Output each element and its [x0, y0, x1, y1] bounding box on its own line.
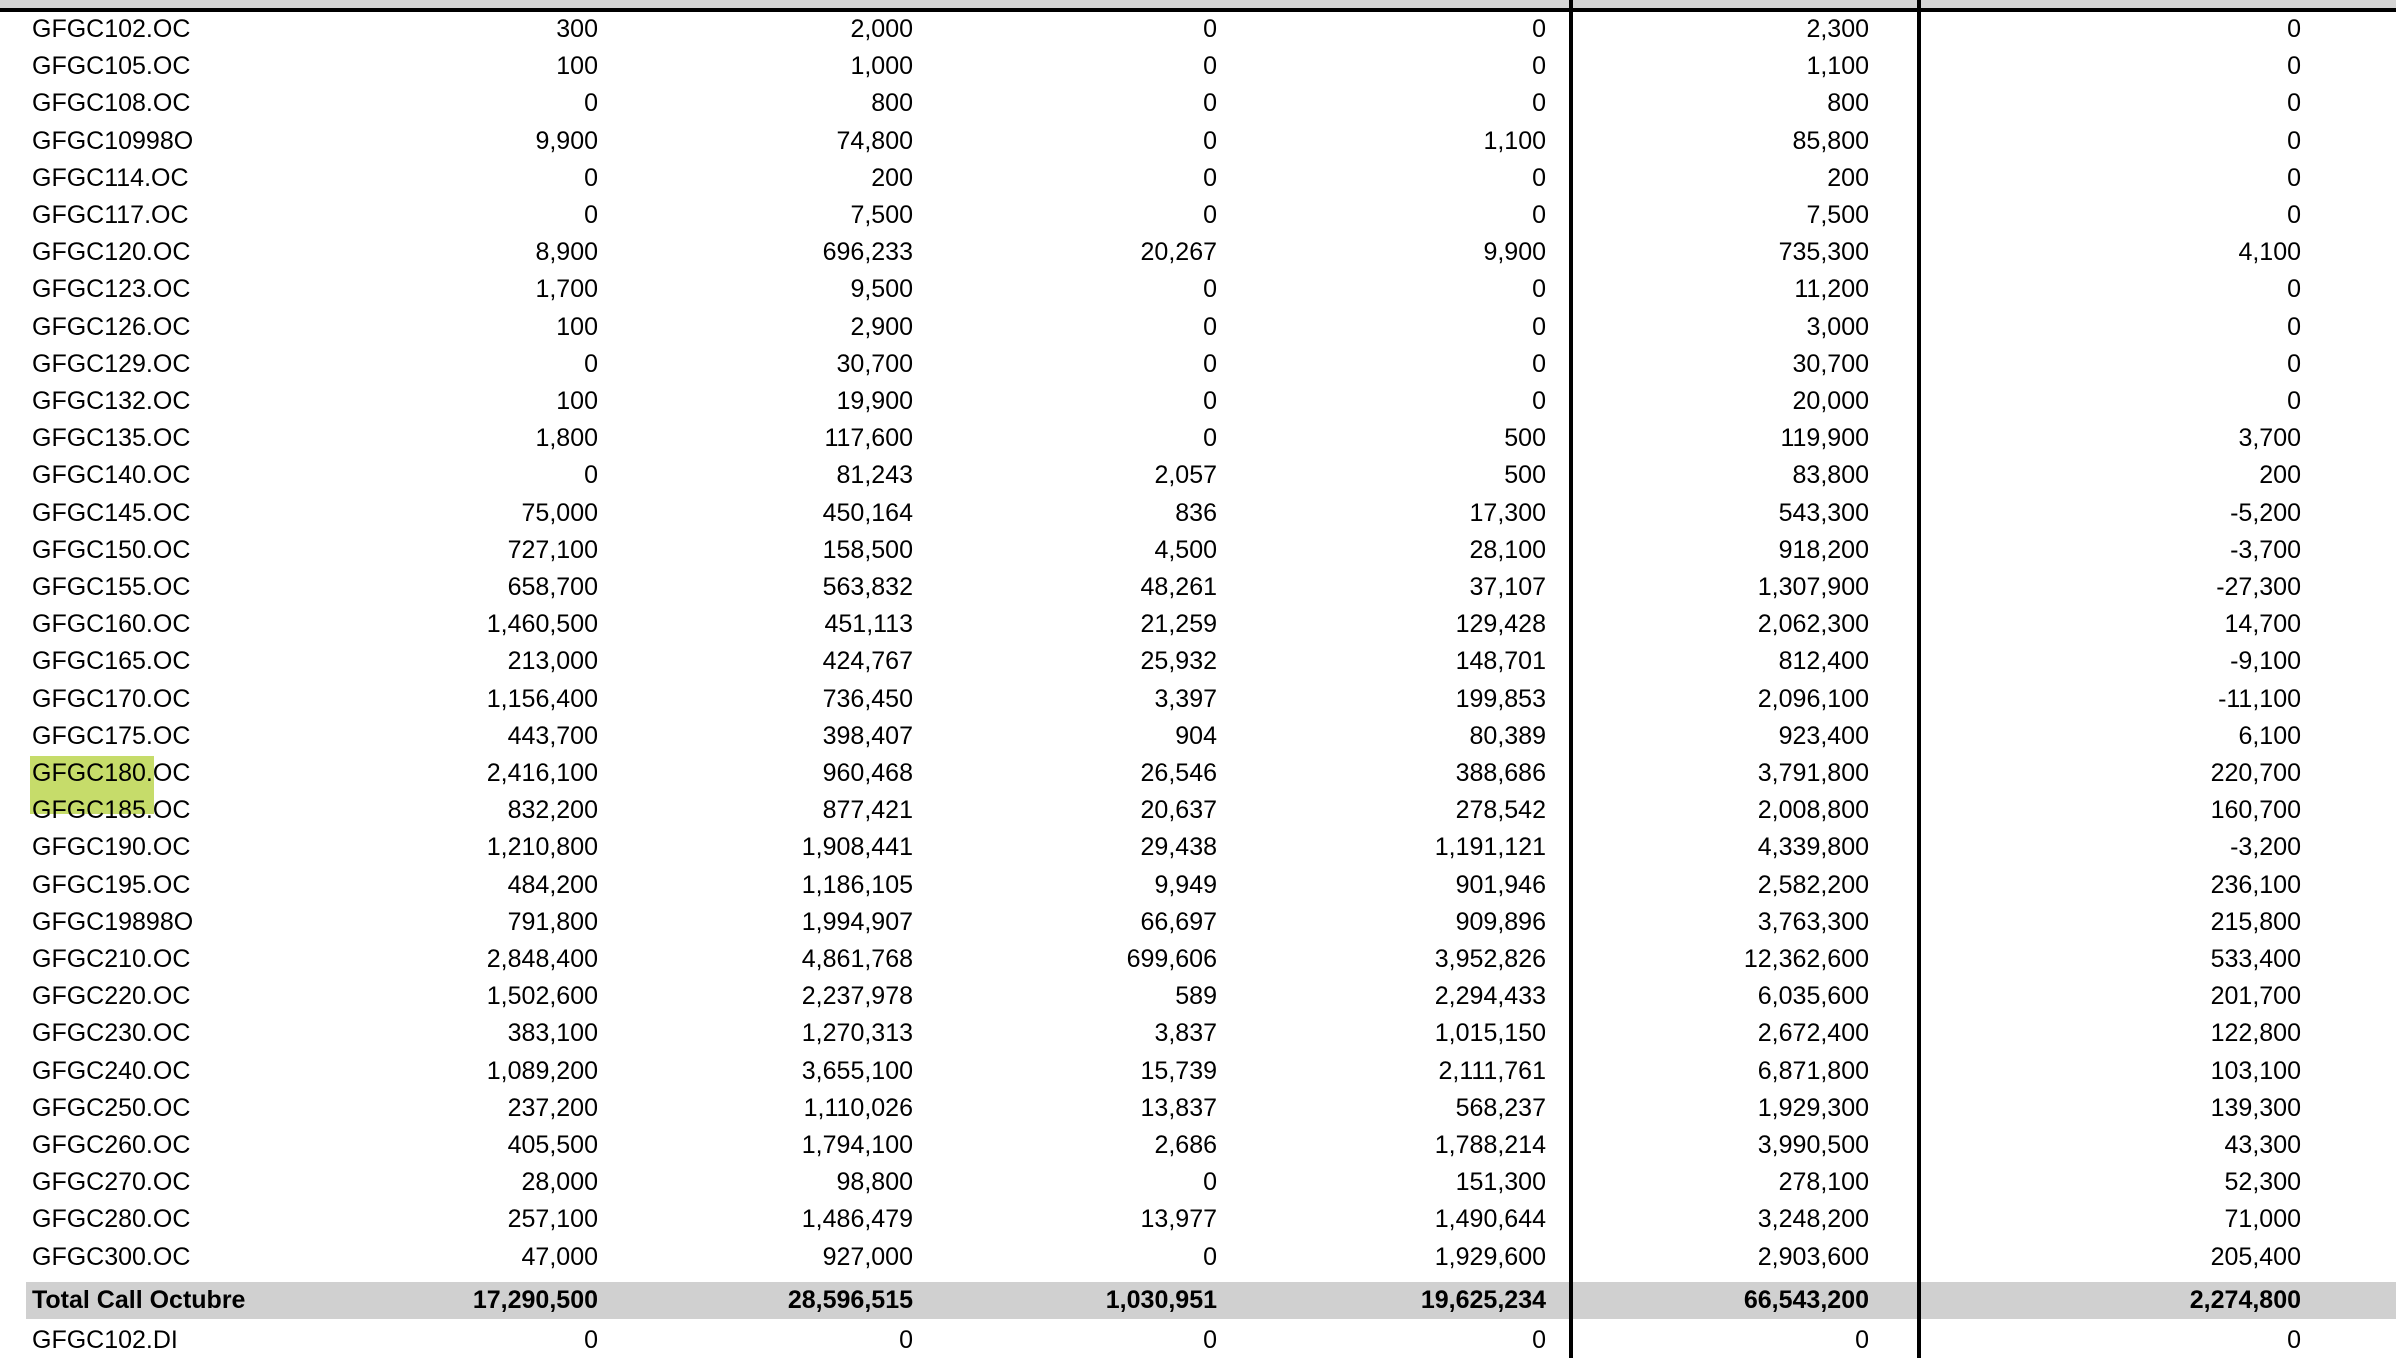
cell-symbol[interactable]: GFGC230.OC [32, 1019, 191, 1048]
table-row [0, 48, 2396, 85]
cell-value-4[interactable]: 2,111,761 [1438, 1056, 1546, 1085]
cell-symbol[interactable]: Total Call Octubre [32, 1285, 246, 1314]
cell-value-1[interactable]: 1,502,600 [486, 982, 598, 1011]
cell-symbol[interactable]: GFGC240.OC [32, 1056, 191, 1085]
cell-symbol[interactable]: GFGC155.OC [32, 573, 191, 601]
cell-symbol[interactable]: GFGC250.OC [32, 1093, 191, 1122]
table-row [0, 643, 2396, 680]
table-row [0, 978, 2396, 1015]
cell-value-2[interactable]: 736,450 [822, 684, 913, 713]
cell-value-5[interactable]: 543,300 [1778, 498, 1869, 527]
cell-value-6[interactable]: 236,100 [2210, 870, 2301, 899]
cell-value-2[interactable]: 7,500 [850, 201, 913, 229]
cell-value-2[interactable]: 1,486,479 [801, 1205, 913, 1234]
table-row [0, 1053, 2396, 1090]
cell-value-4[interactable]: 388,686 [1455, 759, 1546, 787]
cell-value-3[interactable]: 0 [1203, 201, 1217, 229]
table-row [0, 420, 2396, 457]
table-row [0, 160, 2396, 197]
cell-symbol[interactable]: GFGC102.OC [32, 15, 191, 43]
cell-value-2[interactable]: 98,800 [836, 1168, 913, 1197]
cell-value-3[interactable]: 13,977 [1140, 1205, 1217, 1234]
cell-symbol[interactable]: GFGC220.OC [32, 982, 191, 1011]
cell-value-5[interactable]: 3,248,200 [1757, 1205, 1869, 1234]
cell-symbol[interactable]: GFGC135.OC [32, 424, 191, 453]
cell-value-3[interactable]: 9,949 [1154, 870, 1217, 899]
cell-value-1[interactable]: 0 [584, 1325, 598, 1354]
cell-value-2[interactable]: 1,000 [850, 52, 913, 81]
cell-value-3[interactable]: 20,267 [1140, 238, 1217, 267]
cell-value-6[interactable]: 0 [2287, 312, 2301, 341]
cell-value-2[interactable]: 398,407 [822, 721, 913, 750]
table-row [0, 197, 2396, 234]
cell-value-3[interactable]: 2,686 [1154, 1131, 1217, 1159]
cell-value-5[interactable]: 3,000 [1806, 312, 1869, 341]
table-row [0, 346, 2396, 383]
cell-value-4[interactable]: 500 [1504, 424, 1546, 453]
cell-value-5[interactable]: 2,096,100 [1757, 684, 1869, 713]
cell-value-2[interactable]: 1,110,026 [803, 1093, 913, 1122]
cell-value-3[interactable]: 66,697 [1140, 907, 1217, 936]
cell-value-4[interactable]: 568,237 [1455, 1093, 1546, 1122]
cell-symbol[interactable]: GFGC102.DI [32, 1325, 178, 1354]
cell-value-1[interactable]: 75,000 [521, 498, 598, 527]
cell-value-1[interactable]: 1,089,200 [486, 1056, 598, 1085]
cell-value-4[interactable]: 80,389 [1469, 721, 1546, 750]
cell-value-6[interactable]: 43,300 [2224, 1131, 2301, 1159]
cell-value-5[interactable]: 6,871,800 [1757, 1056, 1869, 1085]
cell-value-3[interactable]: 3,837 [1154, 1019, 1217, 1048]
cell-value-4[interactable]: 129,428 [1455, 610, 1546, 639]
cell-value-4[interactable]: 9,900 [1483, 238, 1546, 267]
cell-value-5[interactable]: 6,035,600 [1757, 982, 1869, 1011]
cell-value-6[interactable]: 0 [2287, 275, 2301, 304]
cell-symbol[interactable]: GFGC140.OC [32, 461, 191, 490]
cell-value-5[interactable]: 7,500 [1806, 201, 1869, 229]
cell-value-5[interactable]: 119,900 [1780, 424, 1869, 453]
cell-value-3[interactable]: 21,259 [1140, 610, 1217, 639]
cell-value-1[interactable]: 0 [584, 349, 598, 378]
cell-value-4[interactable]: 151,300 [1455, 1168, 1546, 1197]
cell-value-6[interactable]: -3,700 [2230, 535, 2301, 564]
cell-value-3[interactable]: 0 [1203, 424, 1217, 453]
table-row [0, 718, 2396, 755]
cell-value-4[interactable]: 0 [1532, 387, 1546, 415]
cell-value-1[interactable]: 443,700 [507, 721, 598, 750]
table-row [0, 829, 2396, 866]
cell-value-2[interactable]: 450,164 [822, 498, 913, 527]
cell-symbol[interactable]: GFGC120.OC [32, 238, 191, 267]
table-row [0, 904, 2396, 941]
cell-symbol[interactable]: GFGC180.OC [32, 759, 191, 787]
table-row [0, 867, 2396, 904]
table-row [0, 457, 2396, 494]
cell-value-3[interactable]: 0 [1203, 275, 1217, 304]
cell-value-1[interactable]: 17,290,500 [472, 1285, 598, 1314]
cell-value-6[interactable]: 200 [2259, 461, 2301, 490]
cell-symbol[interactable]: GFGC129.OC [32, 349, 191, 378]
cell-value-4[interactable]: 17,300 [1469, 498, 1546, 527]
cell-value-1[interactable]: 727,100 [507, 535, 598, 564]
cell-value-5[interactable]: 1,929,300 [1757, 1093, 1869, 1122]
cell-value-5[interactable]: 0 [1855, 1325, 1869, 1354]
cell-value-2[interactable]: 9,500 [850, 275, 913, 304]
cell-value-5[interactable]: 4,339,800 [1757, 833, 1869, 862]
cell-value-3[interactable]: 589 [1175, 982, 1217, 1011]
table-row [0, 755, 2396, 792]
cell-value-2[interactable]: 563,832 [822, 573, 913, 601]
cell-value-2[interactable]: 4,861,768 [801, 945, 913, 973]
cell-symbol[interactable]: GFGC145.OC [32, 498, 191, 527]
cell-value-1[interactable]: 300 [556, 15, 598, 43]
cell-value-3[interactable]: 0 [1203, 89, 1217, 118]
cell-value-4[interactable]: 901,946 [1455, 870, 1546, 899]
cell-value-2[interactable]: 19,900 [836, 387, 913, 415]
cell-value-1[interactable]: 8,900 [535, 238, 598, 267]
cell-value-1[interactable]: 100 [556, 312, 598, 341]
cell-value-4[interactable]: 0 [1532, 15, 1546, 43]
cell-value-3[interactable]: 29,438 [1140, 833, 1217, 862]
cell-value-2[interactable]: 0 [899, 1325, 913, 1354]
cell-value-3[interactable]: 0 [1203, 312, 1217, 341]
cell-value-6[interactable]: 0 [2287, 126, 2301, 155]
cell-value-4[interactable]: 0 [1532, 349, 1546, 378]
cell-value-6[interactable]: 122,800 [2210, 1019, 2301, 1048]
cell-value-1[interactable]: 1,156,400 [486, 684, 598, 713]
table-row [0, 11, 2396, 48]
cell-value-1[interactable]: 0 [584, 461, 598, 490]
table-row [0, 1090, 2396, 1127]
table-row [0, 681, 2396, 718]
cell-value-1[interactable]: 237,200 [507, 1093, 598, 1122]
cell-value-4[interactable]: 0 [1532, 163, 1546, 192]
cell-value-3[interactable]: 2,057 [1154, 461, 1217, 490]
cell-value-1[interactable]: 405,500 [507, 1131, 598, 1159]
cell-symbol[interactable]: GFGC10998O [32, 126, 194, 155]
cell-value-1[interactable]: 1,210,800 [486, 833, 598, 862]
cell-value-5[interactable]: 1,100 [1806, 52, 1869, 81]
cell-value-4[interactable]: 1,929,600 [1434, 1242, 1546, 1271]
cell-symbol[interactable]: GFGC19898O [32, 907, 194, 936]
cell-symbol[interactable]: GFGC190.OC [32, 833, 191, 862]
cell-value-4[interactable]: 199,853 [1455, 684, 1546, 713]
cell-value-6[interactable]: 103,100 [2210, 1056, 2301, 1085]
table-row [0, 532, 2396, 569]
table-row [0, 941, 2396, 978]
cell-value-5[interactable]: 918,200 [1778, 535, 1869, 564]
cell-value-3[interactable]: 4,500 [1154, 535, 1217, 564]
cell-value-2[interactable]: 1,908,441 [801, 833, 913, 862]
cell-value-6[interactable]: 2,274,800 [2189, 1285, 2301, 1314]
cell-value-5[interactable]: 1,307,900 [1757, 573, 1869, 601]
cell-value-2[interactable]: 30,700 [836, 349, 913, 378]
cell-value-2[interactable]: 158,500 [822, 535, 913, 564]
cell-value-4[interactable]: 28,100 [1469, 535, 1546, 564]
cell-value-4[interactable]: 0 [1532, 275, 1546, 304]
cell-value-3[interactable]: 0 [1203, 1325, 1217, 1354]
cell-value-1[interactable]: 257,100 [507, 1205, 598, 1234]
cell-value-6[interactable]: 215,800 [2210, 907, 2301, 936]
cell-value-3[interactable]: 25,932 [1140, 647, 1217, 676]
cell-symbol[interactable]: GFGC126.OC [32, 312, 191, 341]
cell-value-4[interactable]: 148,701 [1455, 647, 1546, 676]
cell-value-2[interactable]: 74,800 [836, 126, 913, 155]
cell-value-6[interactable]: -11,100 [2218, 684, 2301, 713]
cell-value-1[interactable]: 658,700 [507, 573, 598, 601]
cell-value-5[interactable]: 735,300 [1778, 238, 1869, 267]
cell-value-2[interactable]: 1,186,105 [801, 870, 913, 899]
cell-value-2[interactable]: 1,794,100 [801, 1131, 913, 1159]
cell-value-6[interactable]: 139,300 [2210, 1093, 2301, 1122]
cell-value-3[interactable]: 0 [1203, 163, 1217, 192]
cell-value-3[interactable]: 904 [1175, 721, 1217, 750]
cell-value-6[interactable]: 52,300 [2224, 1168, 2301, 1197]
table-row [0, 309, 2396, 346]
cell-symbol[interactable]: GFGC175.OC [32, 721, 191, 750]
cell-value-3[interactable]: 0 [1203, 1242, 1217, 1271]
cell-value-5[interactable]: 85,800 [1792, 126, 1869, 155]
cell-symbol[interactable]: GFGC260.OC [32, 1131, 191, 1159]
cell-value-4[interactable]: 0 [1532, 201, 1546, 229]
cell-value-5[interactable]: 30,700 [1792, 349, 1869, 378]
table-row [0, 383, 2396, 420]
cell-value-4[interactable]: 0 [1532, 89, 1546, 118]
cell-value-2[interactable]: 877,421 [822, 796, 913, 825]
cell-value-4[interactable]: 37,107 [1469, 573, 1546, 601]
cell-value-5[interactable]: 278,100 [1778, 1168, 1869, 1197]
cell-value-4[interactable]: 278,542 [1455, 796, 1546, 825]
cell-value-6[interactable]: 0 [2287, 15, 2301, 43]
cell-value-3[interactable]: 0 [1203, 1168, 1217, 1197]
cell-symbol[interactable]: GFGC210.OC [32, 945, 191, 973]
cell-value-3[interactable]: 836 [1175, 498, 1217, 527]
cell-value-5[interactable]: 11,200 [1794, 275, 1869, 304]
cell-value-1[interactable]: 832,200 [507, 796, 598, 825]
cell-symbol[interactable]: GFGC114.OC [32, 163, 189, 192]
cell-value-4[interactable]: 19,625,234 [1420, 1285, 1546, 1314]
cell-value-3[interactable]: 1,030,951 [1105, 1285, 1217, 1314]
cell-value-6[interactable]: 0 [2287, 387, 2301, 415]
cell-value-1[interactable]: 0 [584, 163, 598, 192]
cell-value-5[interactable]: 800 [1827, 89, 1869, 118]
cell-value-5[interactable]: 2,903,600 [1757, 1242, 1869, 1271]
cell-symbol[interactable]: GFGC185.OC [32, 796, 191, 825]
table-row [0, 1322, 2396, 1359]
column-divider-left [1569, 0, 1573, 1358]
cell-value-4[interactable]: 3,952,826 [1434, 945, 1546, 973]
cell-value-6[interactable]: 0 [2287, 52, 2301, 81]
cell-value-2[interactable]: 2,900 [850, 312, 913, 341]
cell-symbol[interactable]: GFGC132.OC [32, 387, 191, 415]
cell-value-5[interactable]: 2,062,300 [1757, 610, 1869, 639]
cell-value-2[interactable]: 3,655,100 [801, 1056, 913, 1085]
cell-value-1[interactable]: 2,848,400 [486, 945, 598, 973]
cell-symbol[interactable]: GFGC280.OC [32, 1205, 191, 1234]
table-row [0, 495, 2396, 532]
cell-value-3[interactable]: 0 [1203, 15, 1217, 43]
cell-value-5[interactable]: 2,008,800 [1757, 796, 1869, 825]
cell-value-1[interactable]: 28,000 [521, 1168, 598, 1197]
cell-value-2[interactable]: 1,994,907 [801, 907, 913, 936]
cell-value-2[interactable]: 800 [871, 89, 913, 118]
cell-value-6[interactable]: 205,400 [2210, 1242, 2301, 1271]
cell-value-4[interactable]: 500 [1504, 461, 1546, 490]
cell-value-1[interactable]: 2,416,100 [486, 759, 598, 787]
cell-value-1[interactable]: 213,000 [507, 647, 598, 676]
cell-symbol[interactable]: GFGC170.OC [32, 684, 191, 713]
cell-value-3[interactable]: 0 [1203, 126, 1217, 155]
table-row [0, 1164, 2396, 1201]
cell-symbol[interactable]: GFGC300.OC [32, 1242, 191, 1271]
cell-value-4[interactable]: 1,100 [1483, 126, 1546, 155]
cell-value-1[interactable]: 0 [584, 201, 598, 229]
cell-value-2[interactable]: 81,243 [836, 461, 913, 490]
cell-value-3[interactable]: 699,606 [1126, 945, 1217, 973]
cell-symbol[interactable]: GFGC117.OC [32, 201, 189, 229]
cell-value-3[interactable]: 0 [1203, 349, 1217, 378]
cell-value-4[interactable]: 909,896 [1455, 907, 1546, 936]
cell-value-5[interactable]: 3,791,800 [1757, 759, 1869, 787]
cell-symbol[interactable]: GFGC270.OC [32, 1168, 191, 1197]
cell-value-6[interactable]: -9,100 [2230, 647, 2301, 676]
cell-value-5[interactable]: 923,400 [1778, 721, 1869, 750]
table-row [0, 123, 2396, 160]
table-row [0, 1015, 2396, 1052]
table-row [0, 792, 2396, 829]
cell-value-4[interactable]: 1,788,214 [1434, 1131, 1546, 1159]
cell-value-4[interactable]: 1,191,121 [1434, 833, 1546, 862]
cell-value-2[interactable]: 424,767 [822, 647, 913, 676]
table-row [0, 271, 2396, 308]
column-divider-right [1917, 0, 1921, 1358]
cell-value-6[interactable]: 0 [2287, 201, 2301, 229]
cell-value-6[interactable]: -5,200 [2230, 498, 2301, 527]
cell-value-3[interactable]: 15,739 [1140, 1056, 1217, 1085]
cell-value-4[interactable]: 1,015,150 [1434, 1019, 1546, 1048]
cell-symbol[interactable]: GFGC150.OC [32, 535, 191, 564]
cell-value-6[interactable]: 6,100 [2238, 721, 2301, 750]
cell-value-4[interactable]: 0 [1532, 52, 1546, 81]
cell-value-4[interactable]: 2,294,433 [1434, 982, 1546, 1011]
cell-symbol[interactable]: GFGC105.OC [32, 52, 191, 81]
cell-value-6[interactable]: 4,100 [2238, 238, 2301, 267]
table-row [0, 1201, 2396, 1238]
cell-value-4[interactable]: 0 [1532, 312, 1546, 341]
cell-value-5[interactable]: 66,543,200 [1743, 1285, 1869, 1314]
cell-value-1[interactable]: 1,800 [535, 424, 598, 453]
cell-value-5[interactable]: 3,990,500 [1757, 1131, 1869, 1159]
cell-value-2[interactable]: 1,270,313 [801, 1019, 913, 1048]
cell-value-5[interactable]: 2,582,200 [1757, 870, 1869, 899]
cell-symbol[interactable]: GFGC108.OC [32, 89, 191, 118]
cell-value-6[interactable]: 0 [2287, 163, 2301, 192]
cell-value-2[interactable]: 696,233 [822, 238, 913, 267]
cell-value-2[interactable]: 117,600 [824, 424, 913, 453]
cell-value-2[interactable]: 451,113 [824, 610, 913, 639]
cell-value-6[interactable]: -3,200 [2230, 833, 2301, 862]
table-row [0, 606, 2396, 643]
cell-value-3[interactable]: 26,546 [1140, 759, 1217, 787]
cell-value-1[interactable]: 0 [584, 89, 598, 118]
cell-value-2[interactable]: 28,596,515 [787, 1285, 913, 1314]
cell-value-6[interactable]: -27,300 [2216, 573, 2301, 601]
cell-value-2[interactable]: 2,000 [850, 15, 913, 43]
cell-value-1[interactable]: 1,460,500 [486, 610, 598, 639]
cell-value-2[interactable]: 927,000 [822, 1242, 913, 1271]
table-row [0, 85, 2396, 122]
cell-value-4[interactable]: 0 [1532, 1325, 1546, 1354]
cell-value-5[interactable]: 3,763,300 [1757, 907, 1869, 936]
cell-value-6[interactable]: 160,700 [2210, 796, 2301, 825]
table-row [0, 234, 2396, 271]
cell-value-6[interactable]: 14,700 [2224, 610, 2301, 639]
table-row [0, 569, 2396, 606]
cell-value-6[interactable]: 0 [2287, 349, 2301, 378]
cell-value-6[interactable]: 220,700 [2210, 759, 2301, 787]
cell-value-5[interactable]: 2,300 [1806, 15, 1869, 43]
cell-value-1[interactable]: 1,700 [535, 275, 598, 304]
cell-value-3[interactable]: 3,397 [1154, 684, 1217, 713]
table-row [0, 1239, 2396, 1276]
cell-value-2[interactable]: 960,468 [822, 759, 913, 787]
cell-value-3[interactable]: 20,637 [1140, 796, 1217, 825]
cell-symbol[interactable]: GFGC160.OC [32, 610, 191, 639]
cell-value-5[interactable]: 83,800 [1792, 461, 1869, 490]
cell-value-1[interactable]: 383,100 [507, 1019, 598, 1048]
cell-value-6[interactable]: 71,000 [2224, 1205, 2301, 1234]
cell-value-1[interactable]: 9,900 [535, 126, 598, 155]
cell-value-6[interactable]: 0 [2287, 89, 2301, 118]
cell-value-3[interactable]: 0 [1203, 387, 1217, 415]
cell-value-4[interactable]: 1,490,644 [1434, 1205, 1546, 1234]
cell-value-6[interactable]: 533,400 [2210, 945, 2301, 973]
cell-value-5[interactable]: 20,000 [1792, 387, 1869, 415]
cell-value-1[interactable]: 100 [556, 387, 598, 415]
cell-symbol[interactable]: GFGC165.OC [32, 647, 191, 676]
cell-value-2[interactable]: 200 [871, 163, 913, 192]
cell-value-5[interactable]: 2,672,400 [1757, 1019, 1869, 1048]
cell-value-1[interactable]: 47,000 [521, 1242, 598, 1271]
cell-value-1[interactable]: 100 [556, 52, 598, 81]
cell-symbol[interactable]: GFGC123.OC [32, 275, 191, 304]
cell-value-3[interactable]: 48,261 [1140, 573, 1217, 601]
cell-value-6[interactable]: 201,700 [2210, 982, 2301, 1011]
cell-value-5[interactable]: 12,362,600 [1743, 945, 1869, 973]
cell-value-3[interactable]: 13,837 [1140, 1093, 1217, 1122]
cell-value-5[interactable]: 812,400 [1778, 647, 1869, 676]
cell-value-1[interactable]: 484,200 [507, 870, 598, 899]
table-row [0, 1127, 2396, 1164]
cell-value-5[interactable]: 200 [1827, 163, 1869, 192]
cell-value-2[interactable]: 2,237,978 [801, 982, 913, 1011]
cell-value-6[interactable]: 3,700 [2238, 424, 2301, 453]
cell-value-1[interactable]: 791,800 [507, 907, 598, 936]
cell-value-6[interactable]: 0 [2287, 1325, 2301, 1354]
cell-symbol[interactable]: GFGC195.OC [32, 870, 191, 899]
total-row [26, 1282, 2396, 1319]
cell-value-3[interactable]: 0 [1203, 52, 1217, 81]
